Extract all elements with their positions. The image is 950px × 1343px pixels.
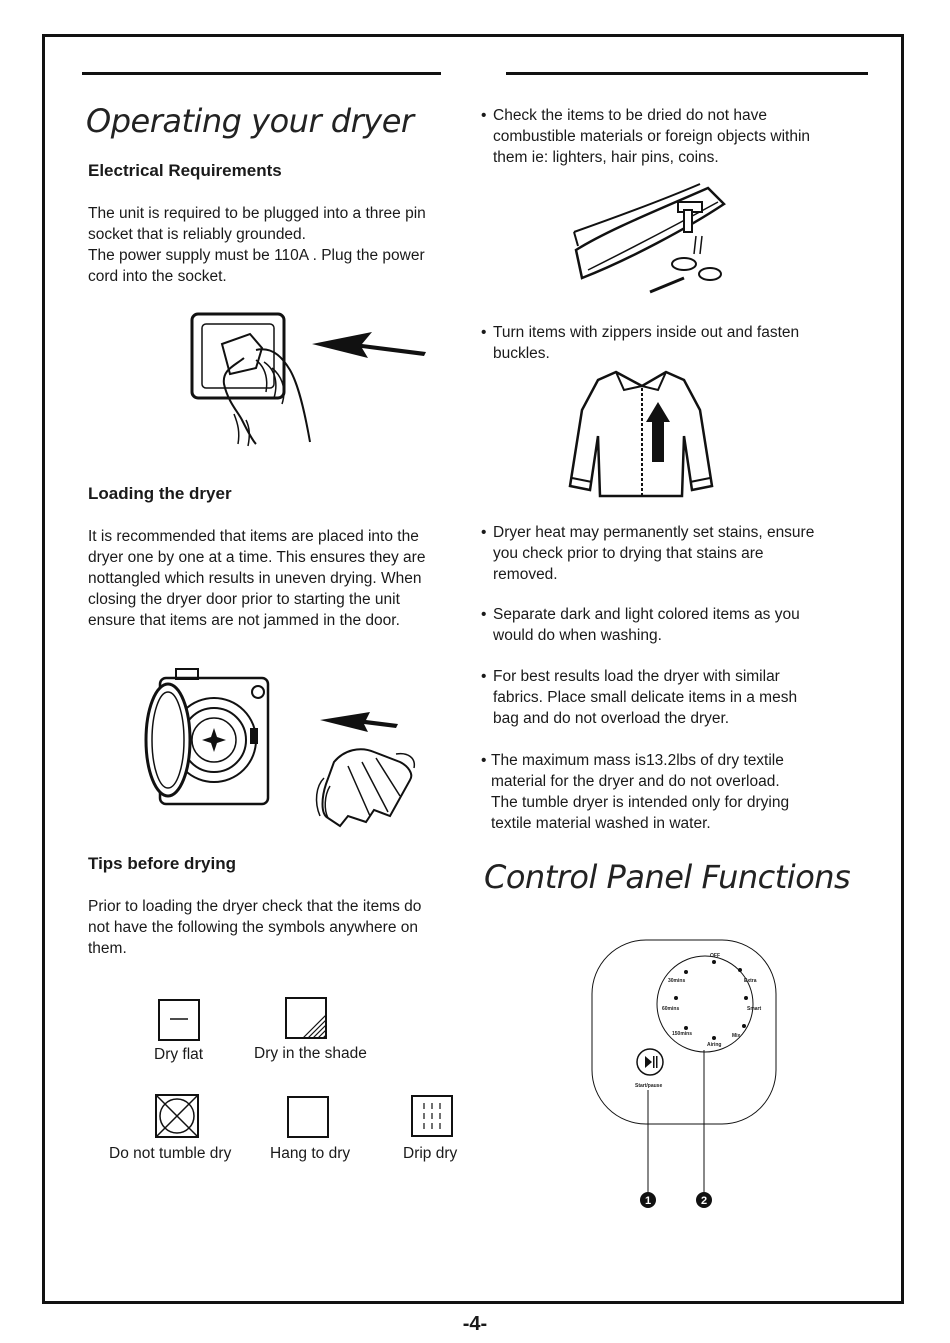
text-line: would do when washing. xyxy=(493,627,662,644)
dial-30mins-label: 30mins xyxy=(668,978,686,984)
text-line: you check prior to drying that stains are xyxy=(493,545,764,562)
text-line: ensure that items are not jammed in the door. xyxy=(88,612,400,629)
bullet-dot: • xyxy=(481,524,487,541)
text-line: removed. xyxy=(493,566,558,583)
dial-smart-label: Smart xyxy=(747,1006,762,1012)
text-line: material for the dryer and do not overload. xyxy=(491,773,780,790)
text-line: cord into the socket. xyxy=(88,268,227,285)
electrical-heading: Electrical Requirements xyxy=(88,161,282,180)
text-line: nottangled which results in uneven drying. When xyxy=(88,570,422,587)
text-line: Turn items with zippers inside out and fasten xyxy=(493,324,800,341)
right-header-rule xyxy=(506,72,868,75)
control-panel-diagram xyxy=(590,938,780,1218)
dryer-loading-illustration xyxy=(138,666,428,836)
loading-heading: Loading the dryer xyxy=(88,484,232,503)
callout-1: 1 xyxy=(644,1195,652,1207)
text-line: The maximum mass is13.2lbs of dry textile xyxy=(491,752,784,769)
bullet-dot: • xyxy=(481,324,487,341)
text-line: Separate dark and light colored items as you xyxy=(493,606,800,623)
bullet-separate-colors xyxy=(481,604,800,646)
hang-to-dry-symbol-icon xyxy=(287,1096,329,1138)
text-line: The tumble dryer is intended only for drying xyxy=(491,794,790,811)
bullet-dot: • xyxy=(481,668,487,685)
text-line: socket that is reliably grounded. xyxy=(88,226,306,243)
text-line: closing the dryer door prior to starting the unit xyxy=(88,591,400,608)
text-line: Prior to loading the dryer check that the items do xyxy=(88,898,422,915)
text-line: The power supply must be 110A . Plug the power xyxy=(88,247,425,264)
text-line: them. xyxy=(88,940,127,957)
dial-off-label: OFF xyxy=(710,953,720,959)
dry-flat-symbol-icon xyxy=(158,999,200,1041)
bullet-stains xyxy=(481,522,814,585)
bullet-dot: • xyxy=(481,752,487,769)
text-line: them ie: lighters, hair pins, coins. xyxy=(493,149,719,166)
pocket-objects-illustration xyxy=(568,180,738,298)
drip-dry-symbol-icon xyxy=(411,1095,453,1137)
dial-extra-label: Extra xyxy=(744,978,757,984)
text-line: Dryer heat may permanently set stains, ensure xyxy=(493,524,815,541)
do-not-tumble-dry-label: Do not tumble dry xyxy=(109,1145,232,1162)
control-panel-title: Control Panel Functions xyxy=(484,858,851,896)
text-line: buckles. xyxy=(493,345,550,362)
start-pause-label: Start/pause xyxy=(635,1083,663,1089)
bullet-similar-fabrics xyxy=(481,666,797,729)
dry-in-shade-label: Dry in the shade xyxy=(254,1045,367,1062)
electrical-text xyxy=(88,203,426,287)
hang-to-dry-label: Hang to dry xyxy=(270,1145,351,1162)
dial-airing-label: Airing xyxy=(707,1042,722,1048)
callout-2: 2 xyxy=(700,1195,708,1207)
text-line: not have the following the symbols anywhere on xyxy=(88,919,419,936)
text-line: The unit is required to be plugged into a three pin xyxy=(88,205,426,222)
dry-in-shade-symbol-icon xyxy=(285,997,327,1039)
text-line: It is recommended that items are placed into the xyxy=(88,528,419,545)
dry-flat-label: Dry flat xyxy=(154,1046,204,1063)
text-line: dryer one by one at a time. This ensures they are xyxy=(88,549,426,566)
text-line: bag and do not overload the dryer. xyxy=(493,710,730,727)
dial-150mins-label: 150mins xyxy=(672,1031,693,1037)
page-title: Operating your dryer xyxy=(86,102,414,140)
bullet-dot: • xyxy=(481,606,487,623)
bullet-check-items xyxy=(481,105,810,168)
page-number: -4- xyxy=(462,1313,488,1335)
shirt-illustration xyxy=(566,366,716,500)
text-line: combustible materials or foreign objects within xyxy=(493,128,811,145)
do-not-tumble-dry-symbol-icon xyxy=(155,1094,199,1138)
dial-60mins-label: 60mins xyxy=(662,1006,680,1012)
bullet-dot: • xyxy=(481,107,487,124)
bullet-maximum-mass xyxy=(481,750,789,834)
bullet-zippers xyxy=(481,322,799,364)
tips-heading: Tips before drying xyxy=(88,854,236,873)
tips-text xyxy=(88,896,421,959)
loading-text xyxy=(88,526,425,631)
dial-mix-label: Mix xyxy=(732,1033,741,1039)
drip-dry-label: Drip dry xyxy=(403,1145,458,1162)
text-line: fabrics. Place small delicate items in a mesh xyxy=(493,689,798,706)
text-line: Check the items to be dried do not have xyxy=(493,107,767,124)
plug-socket-illustration xyxy=(186,308,436,448)
text-line: textile material washed in water. xyxy=(491,815,711,832)
text-line: For best results load the dryer with similar xyxy=(493,668,780,685)
left-header-rule xyxy=(82,72,441,75)
